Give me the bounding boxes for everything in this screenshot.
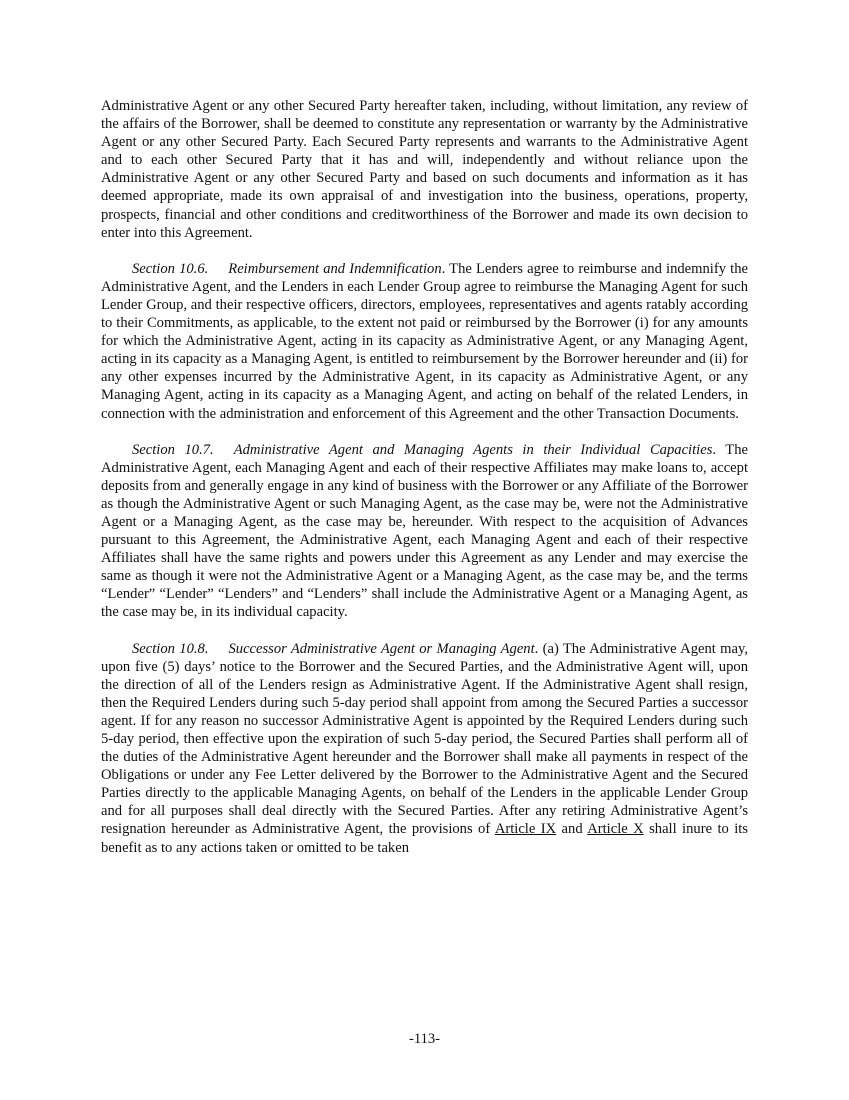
section-title: Successor Administrative Agent or Managing Agent (228, 640, 535, 657)
section-number: Section 10.8. (132, 640, 209, 657)
page-number: -113- (408, 1031, 441, 1047)
section-title: Reimbursement and Indemnification (228, 260, 442, 277)
section-number: Section 10.7. (132, 441, 214, 458)
section-tail: shall inure to its benefit as to any actions taken or omitted to be taken (101, 821, 748, 856)
article-ix-reference: Article IX (494, 821, 557, 838)
section-10-6 (101, 260, 748, 423)
section-number: Section 10.6. (132, 260, 209, 277)
section-10-7 (101, 441, 748, 622)
section-10-8 (101, 640, 748, 857)
section-title: Administrative Agent and Managing Agents in their Individual Capacities (233, 441, 713, 458)
section-body: . The Administrative Agent, each Managing Agent and each of their respective Affiliates may make loans to, accept deposits from and generally engage in any kind of business with the Borrower or any Affiliate of the Borrower as though the Administrative Agent or such Managing Agent, as the case may be, were not the Administrative Agent or a Managing Agent, as the case may be, hereunder. With respect to the acquisition of Advances pursuant to this Agreement, the Administrative Agent, each Managing Agent and each of their respective Affiliates shall have the same rights and powers under this Agreement as any Lender and may exercise the same as though it were not the Administrative Agent or a Managing Agent, as the case may be, and the terms “Lender” “Lender” “Lenders” and “Lenders” shall include the Administrative Agent or a Managing Agent, as the case may be, in its individual capacity. (101, 441, 748, 621)
section-body: . (a) The Administrative Agent may, upon five (5) days’ notice to the Borrower and the Secured Parties, and the Administrative Agent will, upon the direction of all of the Lenders resign as Administrative Agent. If the Administrative Agent shall resign, then the Required Lenders during such 5-day period shall appoint from among the Secured Parties a successor agent. If for any reason no successor Administrative Agent is appointed by the Required Lenders during such 5-day period, then effective upon the expiration of such 5-day period, the Secured Parties shall perform all of the duties of the Administrative Agent hereunder and the Borrower shall make all payments in respect of the Obligations or under any Fee Letter delivered by the Borrower to the Administrative Agent and the Secured Parties directly to the applicable Managing Agents, on behalf of the Lenders in the applicable Lender Group and for all purposes shall deal directly with the Secured Parties. After any retiring Administrative Agent’s resignation hereunder as Administrative Agent, the provisions of (101, 640, 748, 838)
article-x-reference: Article X (587, 821, 644, 838)
document-page (101, 97, 748, 875)
conjunction: and (556, 821, 588, 838)
paragraph-continuation: Administrative Agent or any other Secured Party hereafter taken, including, without limitation, any review of the affairs of the Borrower, shall be deemed to constitute any representation or warranty by the Administrative Agent or any other Secured Party. Each Secured Party represents and warrants to the Administrative Agent and to each other Secured Party that it has and will, independently and without reliance upon the Administrative Agent or any other Secured Party and based on such documents and information as it has deemed appropriate, made its own appraisal of and investigation into the business, operations, property, prospects, financial and other conditions and creditworthiness of the Borrower and made its own decision to enter into this Agreement. (101, 98, 748, 241)
section-body: . The Lenders agree to reimburse and indemnify the Administrative Agent, and the Lenders in each Lender Group agree to reimburse the Managing Agent for such Lender Group, and their respective officers, directors, employees, representatives and agents ratably according to their Commitments, as applicable, to the extent not paid or reimbursed by the Borrower (i) for any amounts for which the Administrative Agent, acting in its capacity as Administrative Agent, or any Managing Agent, acting in its capacity as a Managing Agent, is entitled to reimbursement by the Borrower hereunder and (ii) for any other expenses incurred by the Administrative Agent, in its capacity as Administrative Agent, or any Managing Agent, acting in its capacity as a Managing Agent, and acting on behalf of the related Lenders, in connection with the administration and enforcement of this Agreement and the other Transaction Documents. (101, 260, 748, 422)
